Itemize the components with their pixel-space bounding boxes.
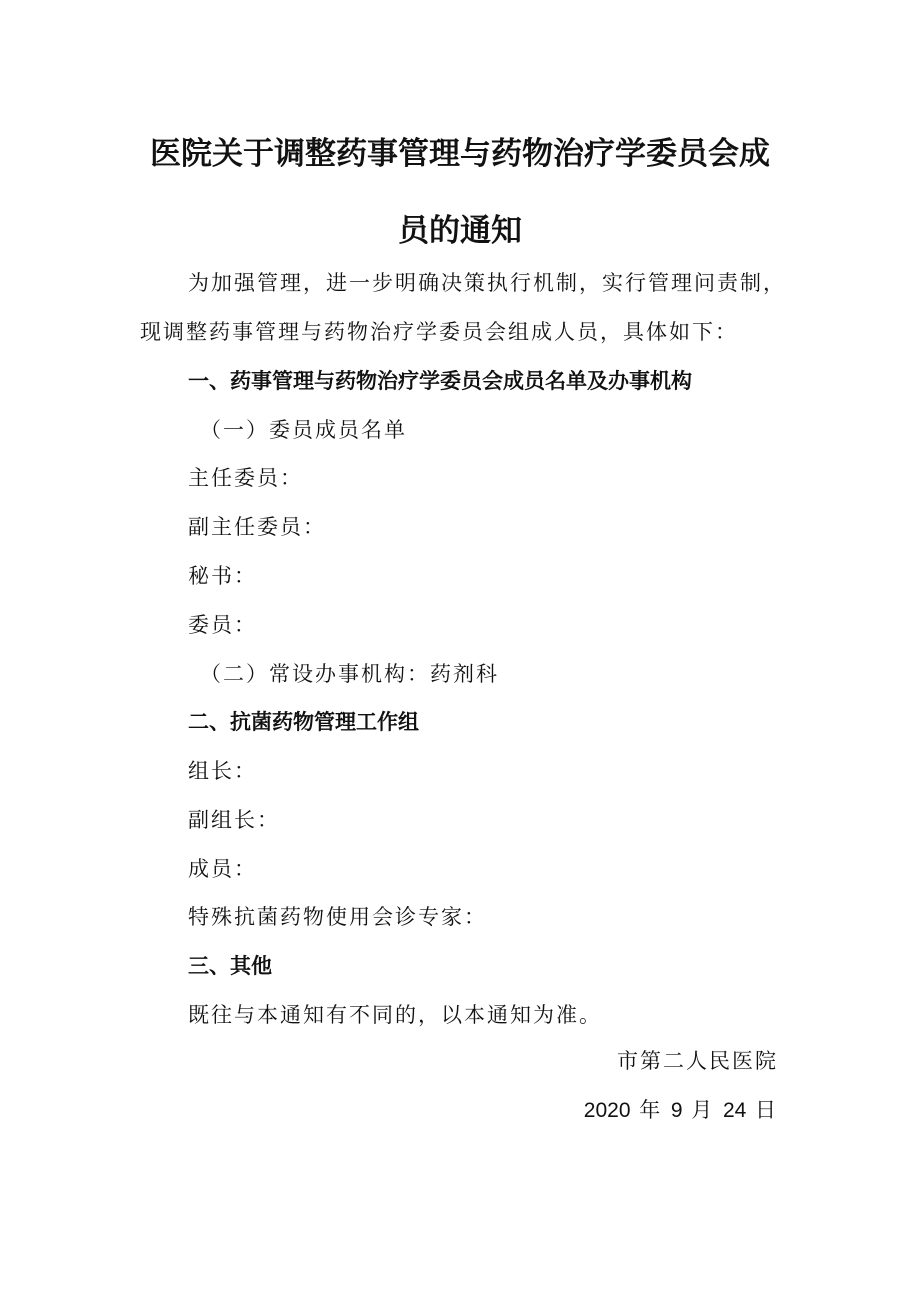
section-1-subheading-2: （二）常设办事机构：药剂科	[200, 662, 499, 686]
section-1-heading: 一、药事管理与药物治疗学委员会成员名单及办事机构	[188, 369, 692, 393]
date-month-unit: 月	[691, 1098, 715, 1122]
deputy-director-label: 副主任委员：	[188, 515, 326, 539]
date-day: 24	[722, 1099, 747, 1122]
group-members-label: 成员：	[188, 857, 257, 881]
director-label: 主任委员：	[188, 466, 303, 490]
date-day-unit: 日	[755, 1098, 778, 1122]
date-month: 9	[670, 1099, 683, 1122]
document-title-line-1: 医院关于调整药事管理与药物治疗学委员会成	[150, 136, 770, 172]
signature-date	[584, 1095, 778, 1126]
intro-paragraph-line-2: 现调整药事管理与药物治疗学委员会组成人员，具体如下：	[140, 320, 738, 344]
section-1-subheading-1: （一）委员成员名单	[200, 418, 407, 442]
date-year-unit: 年	[639, 1098, 663, 1122]
document-title-line-2: 员的通知	[398, 213, 522, 249]
consultation-experts-label: 特殊抗菌药物使用会诊专家：	[188, 905, 487, 929]
group-leader-label: 组长：	[188, 759, 257, 783]
date-year: 2020	[583, 1099, 631, 1122]
section-3-heading: 三、其他	[188, 954, 272, 978]
section-2-heading: 二、抗菌药物管理工作组	[188, 710, 419, 734]
committee-members-label: 委员：	[188, 613, 257, 637]
deputy-group-leader-label: 副组长：	[188, 808, 280, 832]
intro-paragraph-line-1: 为加强管理，进一步明确决策执行机制，实行管理问责制，	[188, 271, 786, 295]
section-3-text: 既往与本通知有不同的，以本通知为准。	[188, 1003, 602, 1027]
signature-organization: 市第二人民医院	[617, 1049, 778, 1073]
secretary-label: 秘书：	[188, 564, 257, 588]
